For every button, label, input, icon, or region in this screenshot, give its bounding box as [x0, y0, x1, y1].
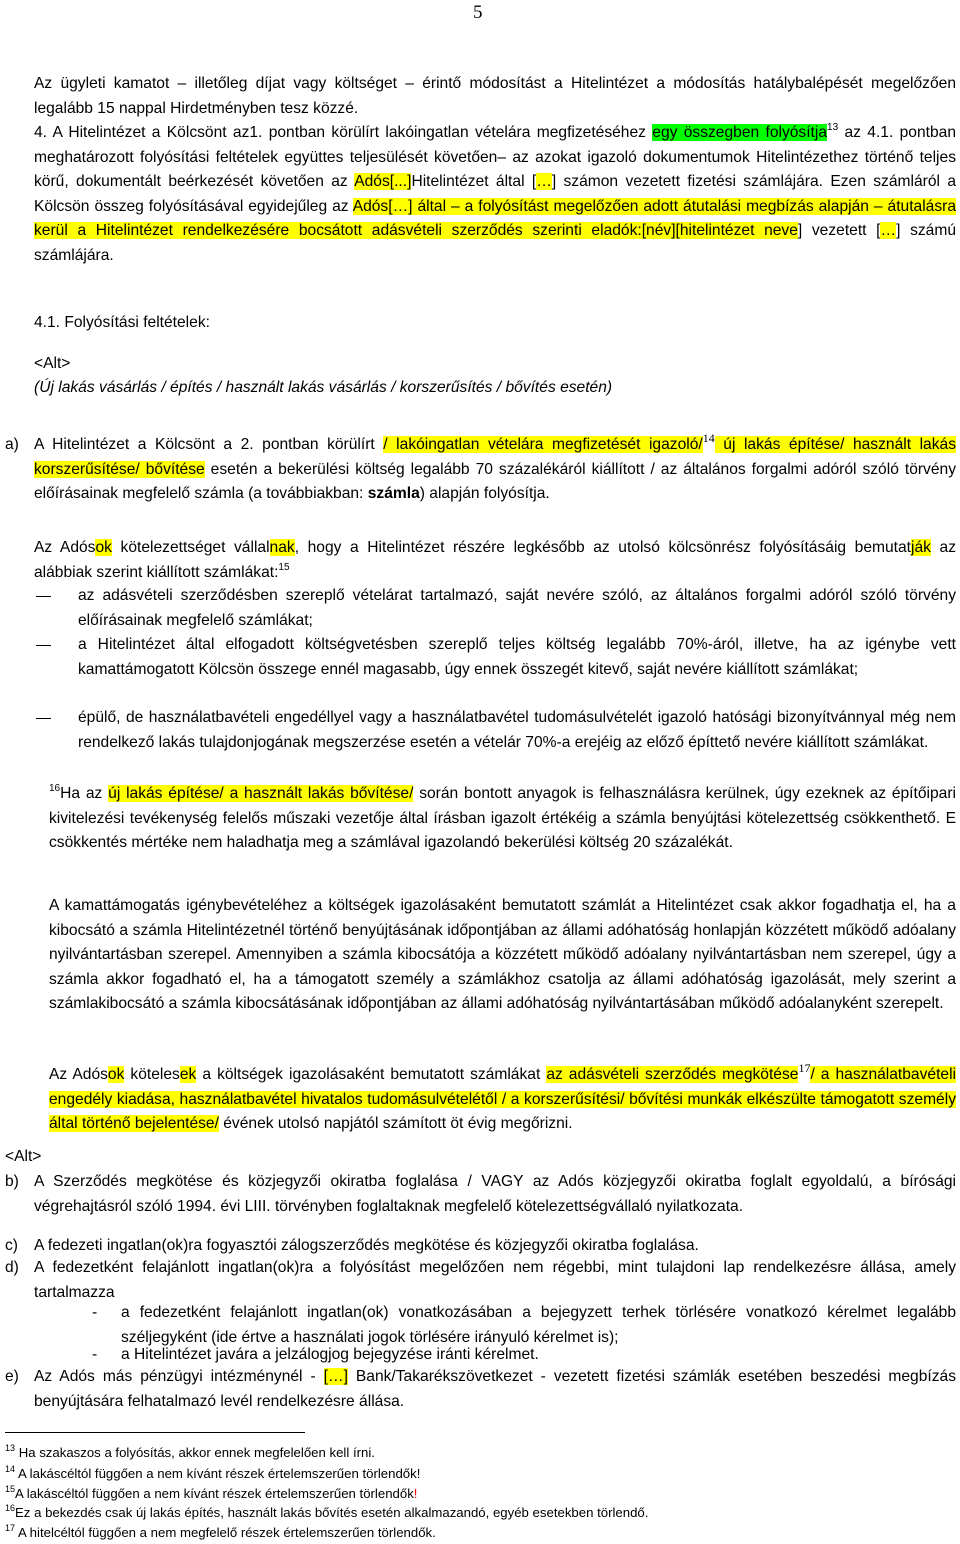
item-b-text: A Szerződés megkötése és közjegyzői okiratba foglalása / VAGY az Adós közjegyzői okiratba foglalt egyoldalú, a bírósági végrehajtásról szóló 1994. évi LIII. törvényben foglaltaknak megfelelő kötelezettségvállaló nyilatkozata. — [34, 1173, 956, 1215]
bullet-dash — [36, 718, 51, 719]
sub-dash: - — [92, 1346, 98, 1363]
item-c-label: c) — [5, 1237, 18, 1254]
heading-4-1: 4.1. Folyósítási feltételek: — [34, 314, 210, 331]
footnote-ref-17[interactable]: 17 — [798, 1061, 811, 1075]
footnote-ref-14[interactable]: 14 — [702, 431, 715, 445]
bullet-item: épülő, de használatbavételi engedéllyel vagy a használatbavétel tudomásulvételét igazoló hatósági bizonyítvánnyal még nem rendelkező lakás tulajdonjogának megszerzése esetén a vételár 70%-a erejéig az előző építtető nevére kiállított számlákat. — [78, 709, 956, 751]
item-e-label: e) — [5, 1368, 19, 1385]
item-d-label: d) — [5, 1259, 19, 1276]
intro-paragraph: Az ügyleti kamatot – illetőleg díjat vagy költséget – érintő módosítást a Hitelintézet a módosítás hatálybalépését megelőzően legalább 15 nappal Hirdetményben tesz közzé. — [34, 75, 956, 117]
item-a-text: A Hitelintézet a Kölcsönt a 2. pontban körülírt / lakóingatlan vételára megfizetését igazoló/$^{14}$ új lakás építése/ használt lakás korszerűsítése/ bővítése esetén a bekerülési költség legalább 70 százalékáról kiállított / az általános forgalmi adóról szóló törvény előírásainak megfelelő számla (a továbbiakban: számla) alapján folyósítja. — [34, 431, 957, 502]
sub-dash: - — [92, 1304, 98, 1321]
alt-marker: <Alt> — [5, 1148, 42, 1165]
item-d-text: A fedezetként felajánlott ingatlan(ok)ra a folyósítást megelőzően nem régebbi, mint tulajdoni lap rendelkezésre állása, amely tartalmazza — [34, 1259, 956, 1301]
bullet-item: az adásvételi szerződésben szereplő vételárat tartalmazó, saját nevére szóló, az általános forgalmi adóról szóló törvény előírásainak megfelelő számlákat; — [78, 587, 956, 629]
item-b-label: b) — [5, 1173, 19, 1190]
item-c-text: A fedezeti ingatlan(ok)ra fogyasztói zálogszerződés megkötése és közjegyzői okiratba foglalása. — [34, 1237, 699, 1254]
kamattamogatas-paragraph: A kamattámogatás igénybevételéhez a költségek igazolásaként bemutatott számlát a Hitelintézet csak akkor fogadhatja el, ha a kibocsátó a számla Hitelintézetnél történő benyújtásának időpontjában az állami adóhatóság honlapján közzétett működő adóalany nyilvántartásban szerepel. Amennyiben a számla kibocsátója a közzétett működő adóalany nyilvántartásban nem szerepel, úgy a számla akkor fogadható el, ha a támogatott személy a számlákhoz csatolja az állami adóhatóság igazolását, mely szerint a számlakibocsátó a számla kibocsátásának időpontjában az állami adóhatóság nyilvántartásában működő adóalanyként szerepelt. — [49, 897, 956, 1012]
item-a-label: a) — [5, 436, 19, 453]
sub-item: a Hitelintézet javára a jelzálogjog bejegyzése iránti kérelmet. — [121, 1346, 539, 1363]
sub-item: a fedezetként felajánlott ingatlan(ok) vonatkozásában a bejegyzett terhek törlésére vonatkozó kérelmet legalább széljegyként (ide értve a használati jogok törlésére irányuló kérelmet is); — [121, 1304, 956, 1346]
footnote: $^{13}$ Ha szakaszos a folyósítás, akkor ennek megfelelően kell írni. — [5, 1443, 375, 1460]
footnote: $^{16}$Ez a bekezdés csak új lakás építés, használt lakás bővítés esetén alkalmazandó, egyéb esetekben törlendő. — [5, 1503, 649, 1520]
alt-marker: <Alt> — [34, 355, 71, 372]
kotelesek-paragraph: Az Adósok kötelesek a költségek igazolásaként bemutatott számlákat az adásvételi szerződés megkötése$^{17}$/ a használatbavételi engedély kiadása, használatbavétel hivatalos tudomásulvételétől / a korszerűsítési/ bővítési munkák elkészülte támogatott személy által történő bejelentése/ évének utolsó napjától számított öt évig megőrizni. — [49, 1061, 957, 1132]
footnote: $^{15}$A lakáscéltól függően a nem kívánt részek értelemszerűen törlendők! — [5, 1484, 418, 1501]
footnote-ref-15[interactable]: 15 — [278, 561, 290, 573]
bullet-item: a Hitelintézet által elfogadott költségvetésben szereplő teljes költség legalább 70%-áról, illetve, ha az igénybe vett kamattámogatott Kölcsön összege ennél magasabb, úgy ennek összegét kitevő, saját nevére kiállított számlákat; — [78, 636, 956, 678]
section-4-paragraph: 4. A Hitelintézet a Kölcsönt az1. pontban körülírt lakóingatlan vételára megfizetéséhez egy összegben folyósítja$^{13}$ az 4.1. pontban meghatározott folyósítási feltételek együttes teljesülését követően– az azokat igazoló dokumentumok Hitelintézethez történő teljes körű, dokumentált beérkezését követően az Adós[...]Hitelintézet által […] számon vezetett fizetési számlájára. Ezen számláról a Kölcsön összeg folyósításával egyidejűleg az Adós[…] által – a folyósítást megelőzően adott átutalási megbízás alapján – átutalásra kerül a Hitelintézet rendelkezésére bocsátott adásvételi szerződés szerinti eladók:[név][hitelintézet neve] vezetett […] számú számlájára. — [34, 122, 957, 264]
bullet-dash — [36, 596, 51, 597]
alt-subtitle: (Új lakás vásárlás / építés / használt lakás vásárlás / korszerűsítés / bővítés esetén) — [34, 379, 613, 396]
paragraph-16: $^{16}$Ha az új lakás építése/ a használt lakás bővítése/ során bontott anyagok is felhasználásra kerülnek, úgy ezeknek az építőipari kivitelezési tevékenység felelős műszaki vezetője által írásban igazolt értékéig a számla benyújtási kötelezettség csökkenthető. E csökkentés mértéke nem haladhatja meg a számlával igazolandó bekerülési költség 20 százalékát. — [49, 783, 956, 851]
footnote-ref-13[interactable]: 13 — [827, 122, 839, 133]
item-e-text: Az Adós más pénzügyi intézménynél - […] Bank/Takarékszövetkezet - vezetett fizetési számlák esetében beszedési megbízás benyújtására felhatalmazó levél rendelkezésre állása. — [34, 1368, 956, 1410]
footnote: $^{17}$ A hitelcéltól függően a nem megfelelő részek értelemszerűen törlendők. — [5, 1523, 436, 1540]
adosok-paragraph: Az Adósok kötelezettséget vállalnak, hogy a Hitelintézet részére legkésőbb az utolsó kölcsönrész folyósításáig bemutatják az alábbiak szerint kiállított számlákat:$^{15}$ — [34, 539, 957, 581]
page-number: 5 — [473, 2, 483, 23]
footnote: $^{14}$ A lakáscéltól függően a nem kívánt részek értelemszerűen törlendők! — [5, 1464, 421, 1481]
bullet-dash — [36, 645, 51, 646]
footnote-ref-16[interactable]: 16 — [49, 783, 61, 794]
footnote-separator — [5, 1432, 305, 1433]
green-highlight: egy összegben folyósítja — [652, 124, 828, 141]
